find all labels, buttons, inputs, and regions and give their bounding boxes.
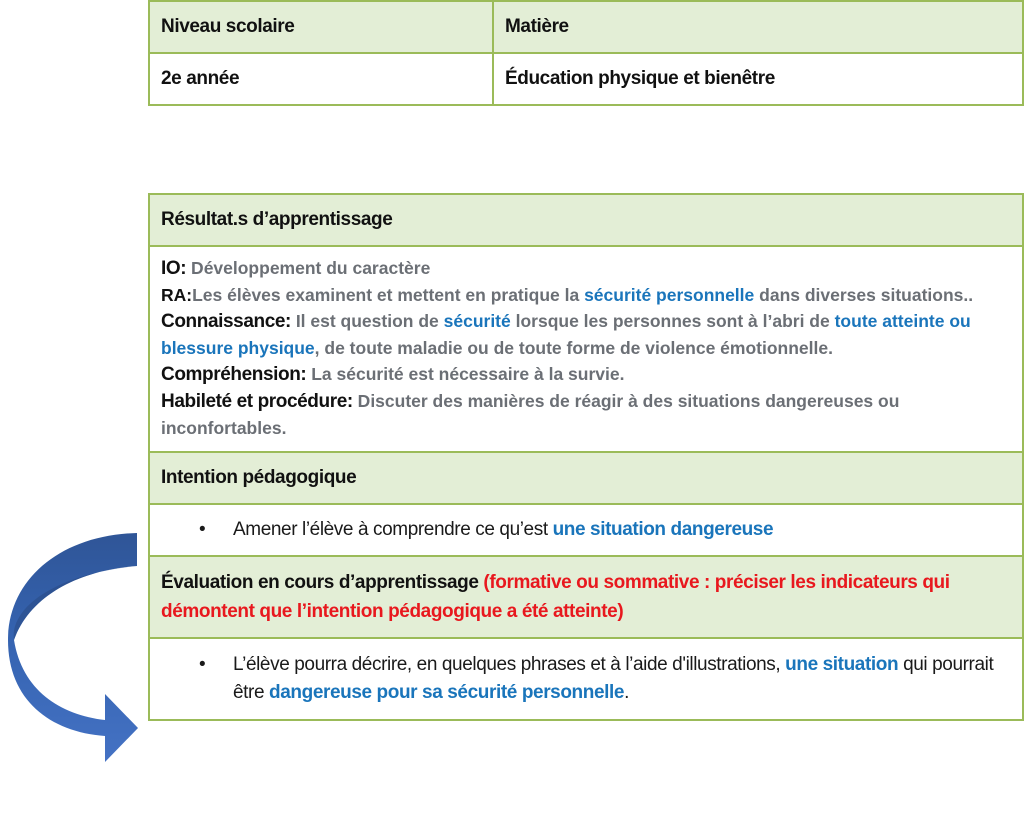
lesson-table — [148, 193, 1024, 721]
evaluation-text: qui pourrait être — [233, 654, 994, 703]
evaluation-text: . — [624, 682, 629, 703]
intention-content — [149, 504, 1023, 556]
ra-line — [161, 282, 1011, 308]
ra-text-end: dans diverses situations.. — [754, 285, 974, 305]
knowledge-text: , de toute maladie ou de toute forme de violence émotionnelle. — [314, 338, 833, 358]
io-text: Développement du caractère — [186, 258, 431, 278]
knowledge-text: Il est question de — [290, 311, 444, 331]
understanding-text: La sécurité est nécessaire à la survie. — [306, 364, 625, 384]
evaluation-text: L’élève pourra décrire, en quelques phrases et à l’aide d'illustrations, — [233, 654, 786, 675]
evaluation-title-text: Évaluation en cours d’apprentissage — [161, 572, 484, 593]
ra-text: Les élèves examinent et mettent en pratique la — [192, 285, 585, 305]
header-table — [148, 0, 1024, 106]
subject-header: Matière — [493, 1, 1023, 53]
skill-label: Habileté et procédure: — [161, 391, 353, 412]
bullet-icon: • — [199, 519, 206, 540]
knowledge-text: lorsque les personnes sont à l’abri de — [510, 311, 835, 331]
evaluation-highlight: dangereuse pour sa sécurité personnelle — [269, 682, 625, 703]
io-label: IO: — [161, 258, 187, 279]
bullet-icon: • — [199, 654, 206, 675]
understanding-line — [161, 361, 1011, 388]
grade-level-header: Niveau scolaire — [149, 1, 493, 53]
intention-title: Intention pédagogique — [149, 452, 1023, 504]
intention-highlight: une situation dangereuse — [552, 519, 774, 540]
evaluation-highlight: une situation — [785, 654, 899, 675]
knowledge-line — [161, 308, 1011, 361]
skill-text: Discuter des manières de réagir à des situations dangereuses ou inconfortables. — [161, 391, 900, 438]
knowledge-label: Connaissance: — [161, 311, 291, 332]
evaluation-title — [149, 556, 1023, 638]
ra-highlight: sécurité personnelle — [584, 285, 755, 305]
evaluation-content — [149, 638, 1023, 720]
skill-line — [161, 388, 1011, 441]
knowledge-highlight: sécurité — [443, 311, 511, 331]
outcomes-title: Résultat.s d’apprentissage — [149, 194, 1023, 246]
grade-level-value: 2e année — [149, 53, 493, 105]
understanding-label: Compréhension: — [161, 364, 307, 385]
list-item — [161, 651, 1011, 707]
curved-arrow-icon — [0, 520, 160, 770]
io-line — [161, 255, 1011, 282]
intention-text: Amener l’élève à comprendre ce qu’est — [233, 519, 553, 540]
outcomes-content — [149, 246, 1023, 452]
list-item — [161, 516, 1011, 544]
evaluation-title-note: (formative ou sommative : préciser les indicateurs qui démontent que l’intention pédagogique a été atteinte) — [161, 572, 950, 622]
subject-value: Éducation physique et bienêtre — [493, 53, 1023, 105]
ra-label: RA: — [161, 285, 193, 305]
knowledge-highlight: toute atteinte ou blessure physique — [161, 311, 971, 358]
